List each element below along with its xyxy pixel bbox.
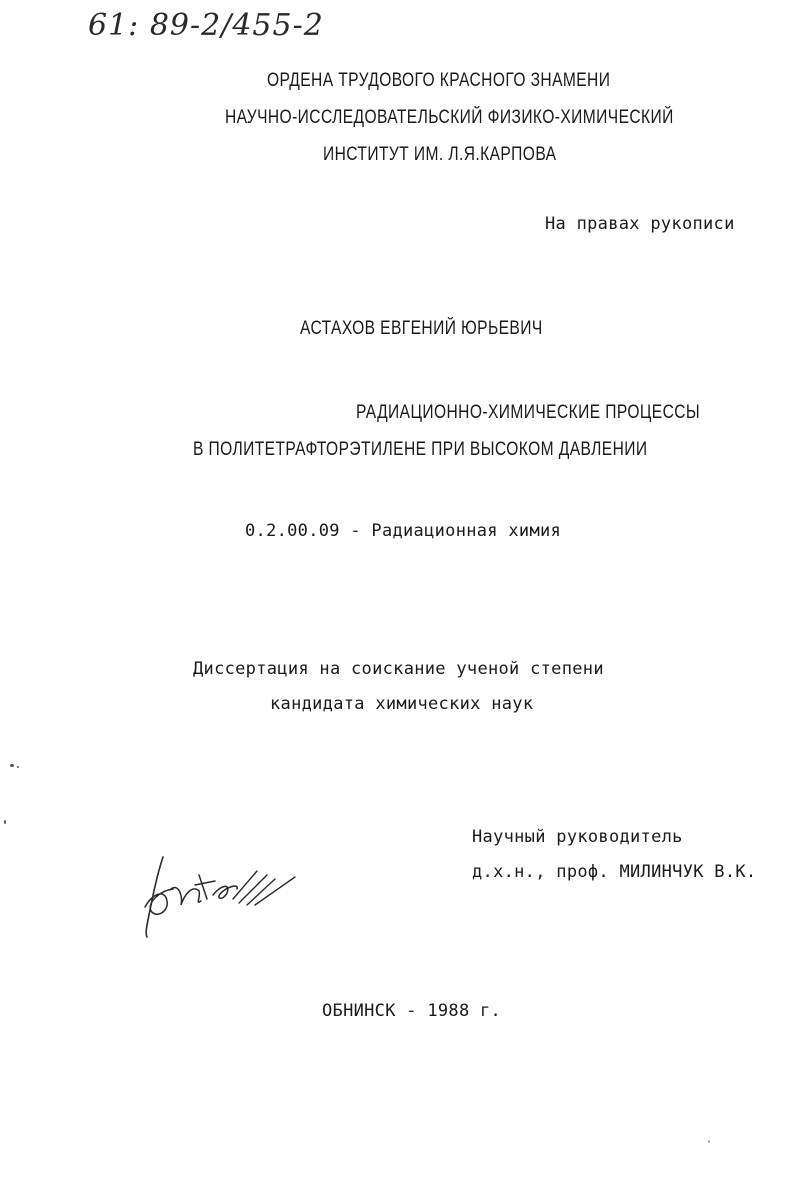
institution-line-3: ИНСТИТУТ ИМ. Л.Я.КАРПОВА: [323, 144, 557, 165]
scan-speck: [17, 766, 19, 768]
scan-speck: [4, 820, 6, 824]
degree-line-1: Диссертация на соискание ученой степени: [193, 659, 604, 679]
author-name: АСТАХОВ ЕВГЕНИЙ ЮРЬЕВИЧ: [300, 318, 543, 339]
supervisor-label: Научный руководитель: [472, 827, 683, 847]
degree-line-2: кандидата химических наук: [270, 694, 534, 714]
title-line-1: РАДИАЦИОННО-ХИМИЧЕСКИЕ ПРОЦЕССЫ: [356, 402, 701, 423]
title-line-2: В ПОЛИТЕТРАФТОРЭТИЛЕНЕ ПРИ ВЫСОКОМ ДАВЛЕНИИ: [193, 439, 648, 460]
archive-number: 61: 89-2/455-2: [88, 8, 324, 43]
signature: [135, 845, 300, 945]
scan-speck: [708, 1140, 710, 1143]
institution-line-1: ОРДЕНА ТРУДОВОГО КРАСНОГО ЗНАМЕНИ: [267, 70, 611, 91]
manuscript-rights: На правах рукописи: [545, 214, 735, 234]
institution-line-2: НАУЧНО-ИССЛЕДОВАТЕЛЬСКИЙ ФИЗИКО-ХИМИЧЕСКИЙ: [225, 107, 674, 128]
supervisor-name: д.х.н., проф. МИЛИНЧУК В.К.: [472, 862, 757, 882]
specialty-code: 0.2.00.09 - Радиационная химия: [245, 521, 562, 541]
scan-speck: [10, 764, 14, 767]
place-year: ОБНИНСК - 1988 г.: [322, 1001, 502, 1021]
